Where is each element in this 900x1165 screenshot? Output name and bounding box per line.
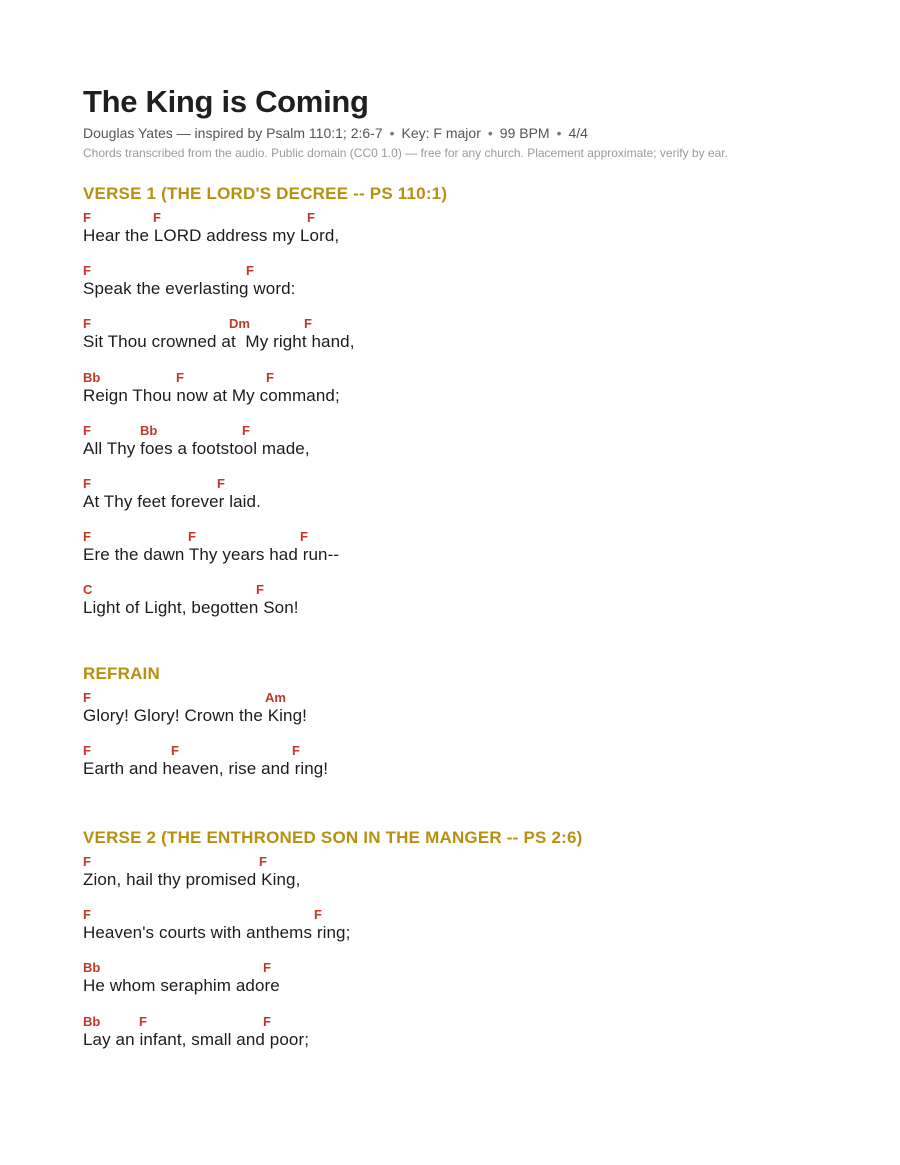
chord: F — [83, 743, 91, 759]
chord-row — [83, 210, 863, 226]
lyric-line — [83, 529, 863, 582]
lyric-text: All Thy foes a footstool made, — [83, 438, 310, 458]
lyric-line — [83, 316, 863, 369]
lyric-text: Zion, hail thy promised King, — [83, 870, 301, 889]
song-section — [83, 663, 863, 796]
lyric-line — [83, 476, 863, 529]
song-tempo: 99 BPM — [499, 125, 550, 141]
chord-row — [83, 529, 863, 545]
lyric-line — [83, 690, 863, 743]
chord: F — [83, 854, 91, 869]
chord-row — [83, 743, 863, 759]
chord-row — [83, 854, 863, 870]
chord: Bb — [140, 422, 158, 438]
chord: F — [217, 475, 225, 491]
lyric-text: Speak the everlasting word: — [83, 279, 296, 299]
chord: F — [263, 960, 271, 976]
chord: F — [263, 1013, 271, 1029]
chord-row — [83, 476, 863, 492]
transcription-note: Chords transcribed from the audio. Public domain (CC0 1.0) — free for any church. Placement approximate; verify by ear. — [83, 146, 728, 160]
lyric-text: Earth and heaven, rise and ring! — [83, 759, 329, 779]
chord: F — [83, 422, 91, 438]
lyric-text: He whom seraphim adore — [83, 976, 280, 996]
lyric-line — [83, 960, 863, 1013]
chord: F — [307, 210, 315, 225]
chord: F — [266, 369, 274, 385]
chord: F — [188, 529, 196, 545]
chord: F — [139, 1013, 147, 1029]
song-key: Key: F major — [401, 125, 481, 141]
lyric-text: Hear the LORD address my Lord, — [83, 226, 340, 245]
chord: F — [171, 743, 179, 759]
chord: Bb — [83, 369, 101, 385]
chord: F — [314, 907, 322, 923]
chord: F — [83, 316, 91, 332]
lyric-line — [83, 210, 863, 263]
meta-separator: • — [556, 125, 562, 141]
song-title: The King is Coming — [83, 84, 369, 119]
chord: F — [292, 743, 300, 759]
meta-separator: • — [389, 125, 395, 141]
time-signature: 4/4 — [568, 125, 588, 141]
lyric-text: Glory! Glory! Crown the King! — [83, 706, 307, 725]
lyric-line — [83, 582, 863, 635]
lyric-text: Light of Light, begotten Son! — [83, 598, 299, 618]
lyric-line — [83, 263, 863, 316]
lyric-line — [83, 743, 863, 796]
lyric-text: At Thy feet forever laid. — [83, 491, 261, 511]
lyric-text: Reign Thou now at My command; — [83, 385, 340, 405]
chord: F — [83, 907, 91, 923]
lyric-line — [83, 1014, 863, 1067]
section-heading: REFRAIN — [83, 664, 160, 683]
lyric-line — [83, 854, 863, 907]
lyric-text: Sit Thou crowned at My right hand, — [83, 332, 355, 352]
lyric-text: Lay an infant, small and poor; — [83, 1029, 310, 1049]
chord-row — [83, 582, 863, 598]
chord-row — [83, 316, 863, 332]
chord: F — [83, 690, 91, 705]
chord-row — [83, 1014, 863, 1030]
chord-row — [83, 690, 863, 706]
chord: Dm — [229, 316, 250, 332]
song-section — [83, 827, 863, 1067]
chord-row — [83, 907, 863, 923]
chord: F — [242, 422, 250, 438]
chord: Bb — [83, 960, 101, 976]
lyric-text: Heaven's courts with anthems ring; — [83, 923, 351, 943]
chord: Bb — [83, 1013, 101, 1029]
section-heading: VERSE 2 (THE ENTHRONED SON IN THE MANGER -- PS 2:6) — [83, 828, 583, 847]
lyric-line — [83, 423, 863, 476]
lyric-text: Ere the dawn Thy years had run-- — [83, 545, 340, 565]
chord: F — [83, 263, 91, 279]
chord: Am — [265, 690, 286, 705]
chord: F — [246, 263, 254, 279]
lyric-line — [83, 370, 863, 423]
chord: F — [176, 369, 184, 385]
chord: F — [304, 316, 312, 332]
chord: F — [259, 854, 267, 869]
chord: F — [83, 210, 91, 225]
chord: C — [83, 582, 93, 598]
chord: F — [83, 529, 91, 545]
chord-row — [83, 423, 863, 439]
chord-row — [83, 960, 863, 976]
chord: F — [300, 529, 308, 545]
lyric-line — [83, 907, 863, 960]
song-section — [83, 183, 863, 636]
chord: F — [256, 582, 264, 598]
section-heading: VERSE 1 (THE LORD'S DECREE -- PS 110:1) — [83, 184, 448, 203]
chord: F — [83, 475, 91, 491]
meta-separator: • — [487, 125, 493, 141]
author-line: Douglas Yates — inspired by Psalm 110:1; 2:6-7 — [83, 125, 383, 141]
chord: F — [153, 210, 161, 225]
chord-row — [83, 263, 863, 279]
song-meta — [83, 125, 588, 141]
chord-row — [83, 370, 863, 386]
